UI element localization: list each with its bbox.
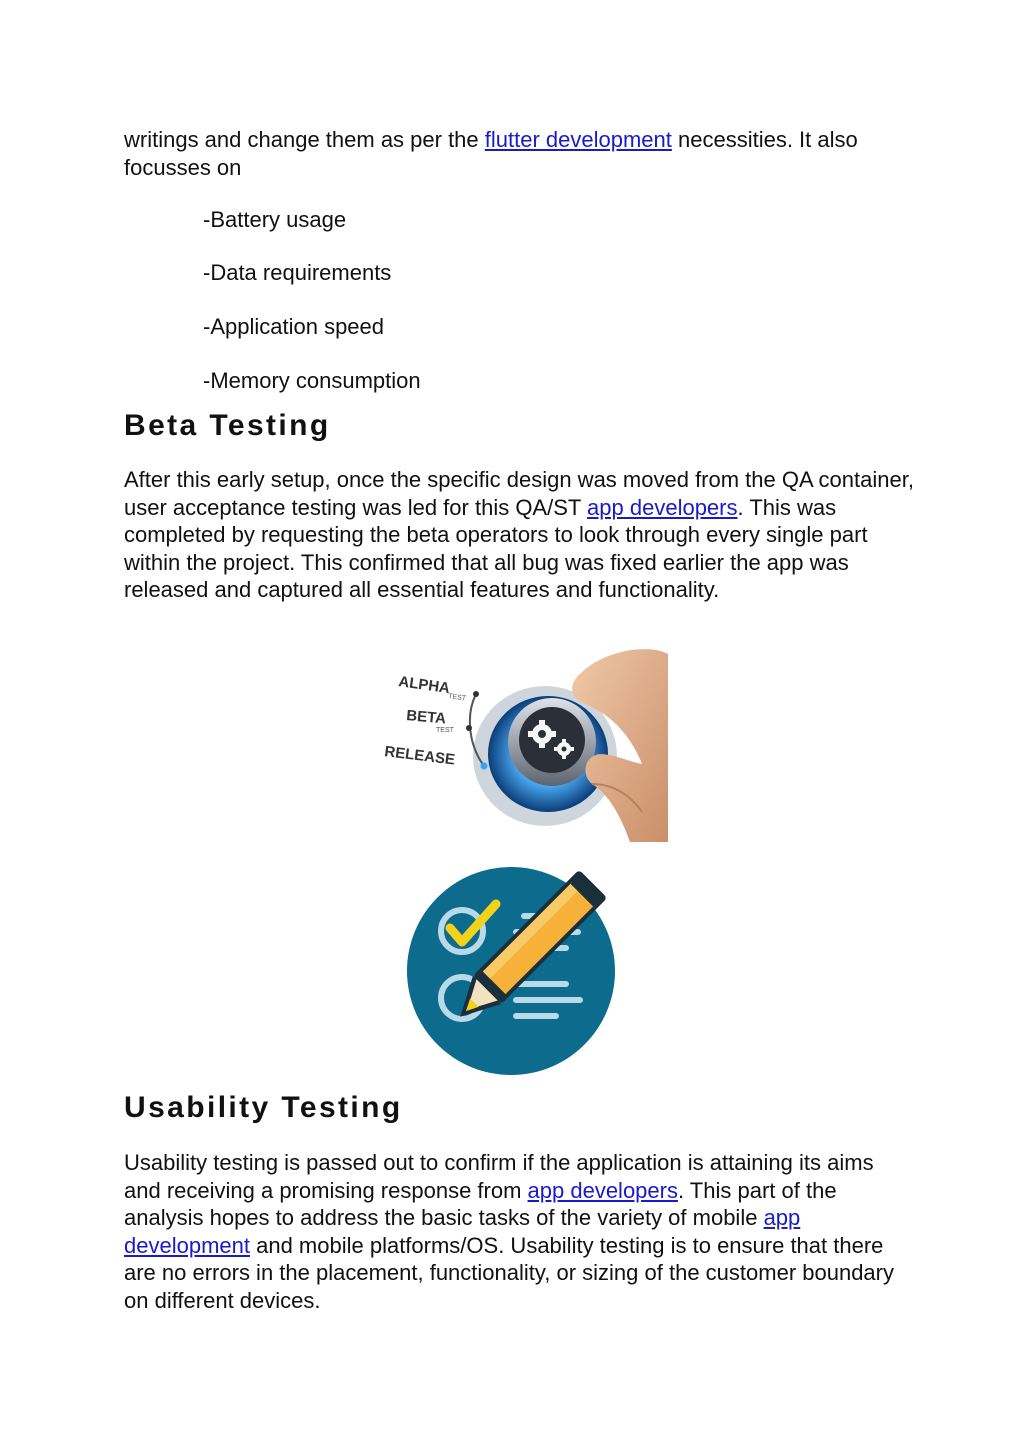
dial-label-release: RELEASE bbox=[383, 743, 456, 769]
dial-label-beta-sub: TEST bbox=[436, 727, 454, 734]
checklist-pencil-image bbox=[406, 866, 616, 1076]
dial-knob-face bbox=[519, 707, 585, 773]
dial-label-alpha: ALPHA bbox=[397, 673, 451, 698]
dial-label-beta: BETA bbox=[405, 707, 447, 728]
usability-text-2: . This part of the analysis hopes to address the basic tasks of the variety of mobile bbox=[124, 1177, 837, 1231]
release-dial-image bbox=[380, 644, 668, 842]
bullet-data: -Data requirements bbox=[203, 260, 392, 285]
beta-text-2: . This was completed by requesting the beta operators to look through every single part within the project. This confirmed that all bug was fixed earlier the app was released and captured all essential features and functionality. bbox=[124, 494, 868, 603]
app-development-link[interactable]: app development bbox=[124, 1205, 801, 1258]
intro-text-after: necessities. It also focusses on bbox=[124, 127, 858, 180]
bullet-speed: -Application speed bbox=[203, 314, 385, 339]
usability-testing-heading: Usability Testing bbox=[124, 1091, 403, 1124]
beta-text-1: After this early setup, once the specific design was moved from the QA container, user acceptance testing was led for this QA/ST bbox=[124, 467, 914, 520]
usability-text-3: and mobile platforms/OS. Usability testing is to ensure that there are no errors in the placement, functionality, or sizing of the customer boundary on different devices. bbox=[124, 1232, 894, 1313]
app-developers-link-2[interactable]: app developers bbox=[527, 1177, 678, 1203]
intro-text-before: writings and change them as per the bbox=[124, 127, 485, 152]
usability-paragraph bbox=[124, 1149, 914, 1315]
usability-text-1: Usability testing is passed out to confirm if the application is attaining its aims and receiving a promising response from bbox=[124, 1150, 874, 1203]
intro-paragraph bbox=[124, 126, 914, 181]
app-developers-link[interactable]: app developers bbox=[587, 494, 738, 520]
beta-paragraph bbox=[124, 466, 914, 604]
flutter-development-link[interactable]: flutter development bbox=[484, 127, 672, 152]
bullet-memory: -Memory consumption bbox=[203, 368, 421, 393]
dial-label-alpha-sub: TEST bbox=[447, 693, 467, 703]
bullet-battery: -Battery usage bbox=[203, 207, 347, 232]
beta-testing-heading: Beta Testing bbox=[124, 409, 331, 442]
